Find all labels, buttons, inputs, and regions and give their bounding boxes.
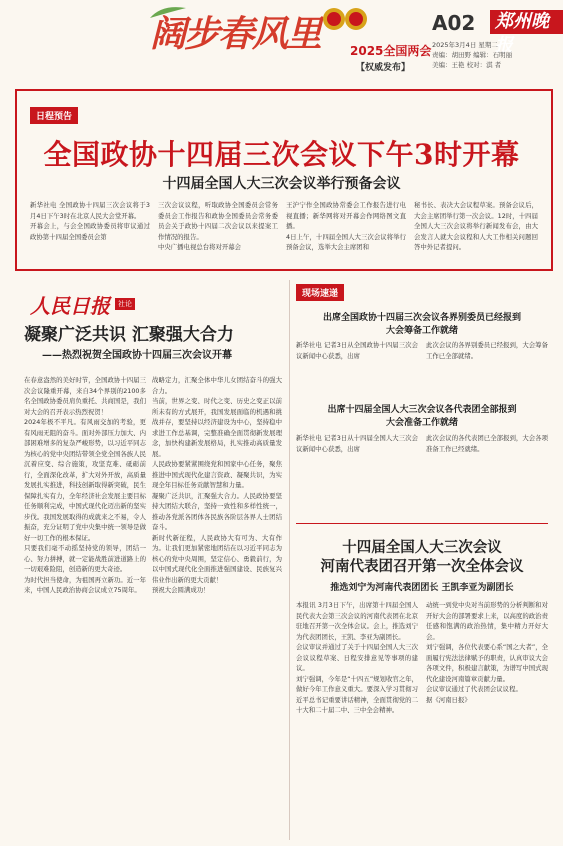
henan-col1: 本报讯 3月3日下午，出席第十四届全国人民代表大会第三次会议的河南代表团在北京驻地召开第一次全体会议。会上，推选刘宁为代表团团长，王凯、李亚为副团长。 会议审议并通过了关于十四届全国人大三次会议议程草案、日程安排意见等事项的建议。 刘宁强调，今年是“十四五”规划收官之年，做好今年工作意义重大。要深入学习贯彻习近平总书记重要讲话精神，全面贯彻党的二十大和二十届二中、三中全会精神。 (296, 601, 418, 714)
top-subheadline: 十四届全国人大三次会议举行预备会议 (162, 176, 401, 192)
section-divider (296, 523, 548, 524)
schedule-tag: 日程预告 (30, 107, 78, 124)
peoples-daily-logo: 人民日报 (30, 294, 110, 318)
news1-headline-line1: 出席全国政协十四届三次会议各界别委员已经报到 (322, 313, 521, 323)
news2-headline-line2: 大会准备工作就绪 (385, 418, 458, 428)
top-story-col4: 秘书长、表决大会议程草案。预备会议后，大会主席团举行第一次会议。12时，十四届全国人大三次会议将举行新闻发布会，由大会发言人就大会议程和人大工作相关问题回答中外记者提问。 (414, 201, 538, 251)
news1-col1: 新华社电 记者3日从全国政协十四届三次会议新闻中心获悉，出席 (296, 341, 418, 360)
onsite-tag: 现场速递 (296, 284, 344, 301)
news2-col1: 新华社电 记者3日从十四届全国人大三次会议新闻中心获悉，出席 (296, 434, 418, 453)
henan-headline-line1: 十四届全国人大三次会议 (342, 539, 502, 556)
lianghui-title: 2025全国两会 (350, 44, 432, 58)
editorial-col1: 在春意盎然的美好时节，全国政协十四届三次会议隆重开幕，来自34个界别的2100多名全国政协委员肩负重托、共商国是，我们对大会的召开表示热烈祝贺！ 2024年极不平凡。有风雨交加的考验，更有风雨无阻的奋斗。面对外部压力加大、内部困难增多的复杂严峻形势，以习近平同志为核心的党中央团结带领全党全国各族人民沉着应变、综合施策，攻坚克难、砥砺前行，全面深化改革，扩大对外开放，高质量发展扎实推进，科技创新取得新突破，民生保障扎实有力，全年经济社会发展主要目标任务顺利完成，中国式现代化迈出新的坚实步伐。我国发展取得的成就来之不易，令人振奋，充分证明了党中央集中统一领导是做好一切工作的根本保证。 只要我们毫不动摇坚持党的领导，团结一心、努力拼搏，就一定能战胜前进道路上的一切艰难险阻，创造新的更大奇迹。 为时代担当使命，为祖国再立新功。近一年来，中国人民政治协商会议成立75周年。 (24, 376, 146, 594)
news1-col2: 此次会议的各界别委员已经报到，大会筹备工作已全部就绪。 (426, 341, 548, 360)
paper-name: 郑州晚报 (490, 10, 563, 34)
meta-info (432, 40, 557, 70)
page-number: A02 (432, 11, 476, 35)
top-story-col3: 王沪宁作全国政协常委会工作报告进行电视直播；新华网将对开幕会作网络图文直播。 4日上午，十四届全国人大三次会议将举行预备会议，选举大会主席团和 (286, 201, 406, 251)
editorial-title[interactable]: 凝聚广泛共识 汇聚强大合力 (24, 325, 234, 345)
henan-headline-line2: 河南代表团召开第一次全体会议 (320, 558, 524, 575)
news2-headline[interactable] (296, 402, 548, 428)
release-tag: 【权威发布】 (356, 63, 411, 73)
top-story-col2: 三次会议议程，听取政协全国委员会常务委员会工作报告和政协全国委员会常务委员会关于政协十四届二次会议以来提案工作情况的报告。 中央广播电视总台将对开幕会 (158, 201, 278, 251)
news2-col2: 此次会议的各代表团已全部报到，大会各项准备工作已经就绪。 (426, 434, 548, 453)
masthead (0, 0, 563, 82)
top-story-col1: 新华社电 全国政协十四届三次会议将于3月4日下午3时在北京人民大会堂开幕。 开幕会上，与会全国政协委员将审议通过政协第十四届全国委员会第 (30, 201, 150, 241)
emblem-icon (320, 6, 368, 32)
news1-headline-line2: 大会筹备工作就绪 (385, 326, 458, 336)
editorial-tag: 社论 (115, 298, 135, 310)
news1-headline[interactable] (296, 310, 548, 336)
column-divider (289, 280, 290, 840)
henan-col2: 动统一到党中央对当前形势的分析判断和对开好大会的部署要求上来，以高度的政治责任感和饱满的政治热情，集中精力开好大会。 刘宁强调，各位代表要心系“国之大者”，全面履行宪法法律赋予的职责，认真审议大会各项文件，积极建言献策，为谱写中国式现代化建设河南篇章贡献力量。 会议审议通过了代表团会议议程。 据《河南日报》 (426, 601, 548, 704)
section-logo: 阔步春风里 (150, 13, 321, 55)
date-line: 2025年3月4日 星期二 (432, 41, 498, 49)
editorial-col2: 战略定力，汇聚全体中华儿女团结奋斗的强大合力。 当前，世界之变、时代之变、历史之变正以前所未有的方式展开，我国发展面临的机遇和挑战并存，要坚持以经济建设为中心，坚持稳中求进工作总基调，完整准确全面贯彻新发展理念，加快构建新发展格局，扎实推动高质量发展。 人民政协要紧紧围绕党和国家中心任务，聚焦推进中国式现代化建言资政、凝聚共识，为实现全年目标任务贡献智慧和力量。 凝聚广泛共识，汇聚强大合力。人民政协要坚持大团结大联合，坚持一致性和多样性统一，推动各党派各团体各民族各阶层各界人士团结奋斗。 新时代新征程，人民政协大有可为、大有作为。让我们更加紧密地团结在以习近平同志为核心的党中央周围，坚定信心、勇毅前行，为以中国式现代化全面推进强国建设、民族复兴伟业作出新的更大贡献！ 预祝大会圆满成功！ (152, 376, 282, 594)
news2-headline-line1: 出席十四届全国人大三次会议各代表团全部报到 (327, 405, 517, 415)
proof-line: 美编：王艳 校对：淇 者 (432, 61, 502, 69)
editor-line: 责编：胡田野 编辑：石明丽 (432, 51, 513, 59)
editorial-subtitle: ——热烈祝贺全国政协十四届三次会议开幕 (42, 350, 232, 361)
henan-headline[interactable] (296, 538, 548, 576)
top-headline[interactable]: 全国政协十四届三次会议下午3时开幕 (43, 138, 520, 171)
henan-subheadline: 推选刘宁为河南代表团团长 王凯李亚为副团长 (330, 583, 514, 593)
